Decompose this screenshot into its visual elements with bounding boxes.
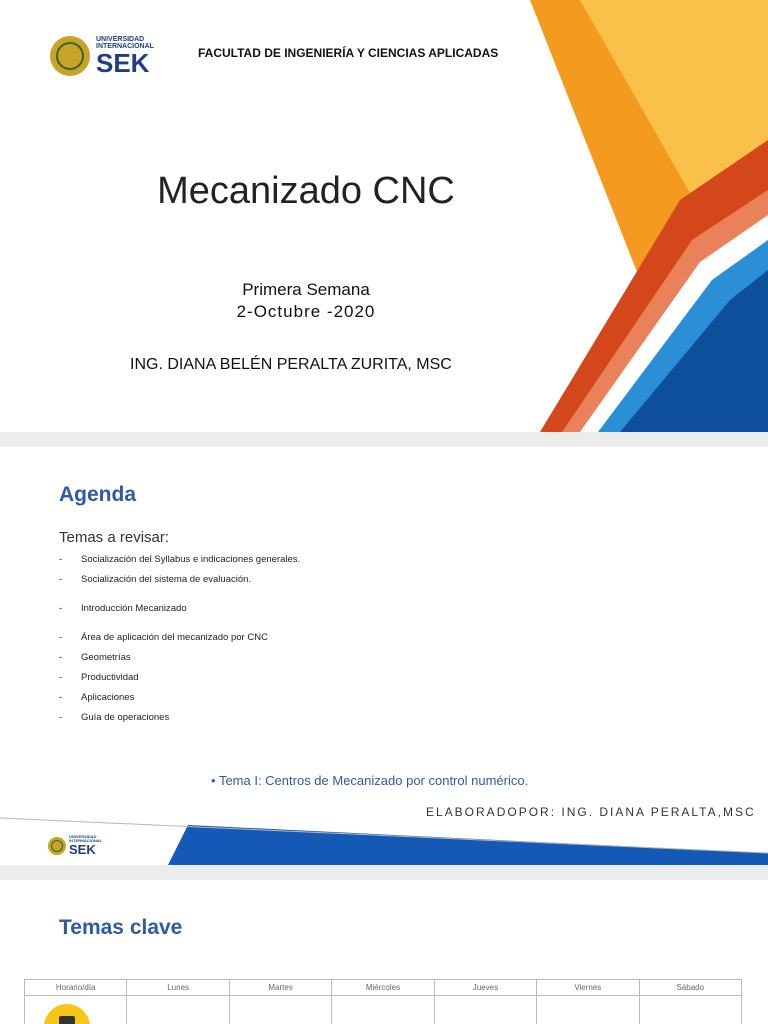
table-header: Martes [229, 980, 331, 996]
agenda-intro: Temas a revisar: [59, 529, 170, 546]
footer-logo [48, 835, 102, 856]
logo-line1: UNIVERSIDAD [96, 36, 145, 43]
list-item: - Área de aplicación del mecanizado por CNC [59, 631, 300, 651]
author-name: ING. DIANA BELÉN PERALTA ZURITA, MSC [130, 356, 452, 373]
table-header-row [25, 980, 742, 996]
agenda-heading: Agenda [59, 483, 137, 506]
list-item: - Socialización del sistema de evaluación. [59, 573, 300, 593]
key-topics-heading: Temas clave [59, 916, 183, 939]
seal-icon [50, 36, 90, 76]
title-slide [0, 0, 768, 432]
list-item: - Socialización del Syllabus e indicaciones generales. [59, 553, 300, 573]
subtitle-date: 2-Octubre -2020 [236, 302, 376, 321]
list-item: - Aplicaciones [59, 691, 300, 711]
logo-line2: INTERNACIONAL [96, 43, 154, 50]
list-item: - Productividad [59, 671, 300, 691]
schedule-table [24, 979, 742, 1024]
seal-icon [48, 837, 66, 855]
list-item: - Introducción Mecanizado [59, 602, 300, 622]
table-header: Horario/día [25, 980, 127, 996]
footer-band [0, 815, 768, 865]
faculty-name: FACULTAD DE INGENIERÍA Y CIENCIAS APLICADAS [198, 46, 499, 60]
prepared-by: ELABORADOPOR: ING. DIANA PERALTA,MSC [426, 805, 756, 819]
table-header: Lunes [127, 980, 229, 996]
university-logo [50, 36, 154, 76]
logo-brand: SEK [69, 842, 96, 857]
logo-brand: SEK [96, 48, 150, 78]
key-topics-slide [0, 880, 768, 1024]
subtitle-week: Primera Semana [242, 280, 370, 299]
table-row [25, 996, 742, 1024]
list-item: - Geometrías [59, 651, 300, 671]
footer-blue-band [168, 825, 768, 865]
list-item: - Guía de operaciones [59, 711, 300, 731]
logo-line2: INTERNACIONAL [69, 838, 103, 843]
slide-title: Mecanizado CNC [157, 170, 455, 212]
table-header: Viernes [537, 980, 639, 996]
agenda-list [59, 553, 300, 731]
topic-bullet: • Tema I: Centros de Mecanizado por control numérico. [211, 773, 528, 788]
table-header: Miércoles [332, 980, 434, 996]
agenda-slide [0, 447, 768, 865]
table-header: Jueves [434, 980, 536, 996]
table-header: Sábado [639, 980, 741, 996]
logo-line1: UNIVERSIDAD [69, 834, 97, 839]
